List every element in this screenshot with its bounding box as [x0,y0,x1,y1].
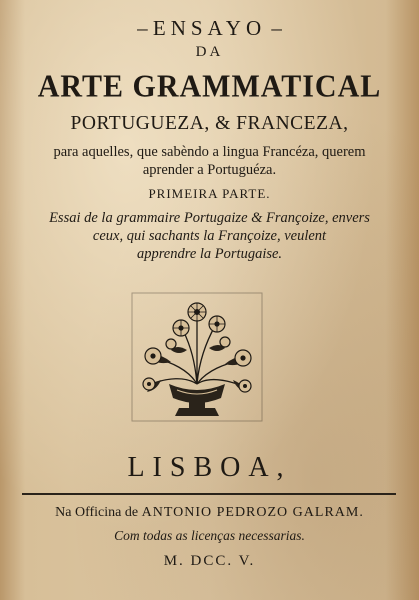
ensayo-text: ENSAYO [152,16,267,40]
imprint-printer: ANTONIO PEDROZO GALRAM. [141,505,364,520]
subtitle-line-1: para aquelles, que sabèndo a lingua Francéza, querem [53,144,366,160]
flower-vase-woodcut-icon [131,292,263,422]
title-da: DA [195,44,224,60]
imprint-date: M. DCC. V. [163,553,256,569]
imprint-officina: Na Officina de [55,505,139,520]
part-label: PRIMEIRA PARTE. [148,186,271,201]
divider-rule [22,493,396,495]
french-subtitle-line-2: ceux, qui sachants la Françoize, veulent [92,228,327,244]
french-subtitle-line-3: apprendre la Portugaise. [136,246,283,262]
licence-line: Com todas as licenças necessarias. [114,528,305,543]
title-arte-grammatical: ARTE GRAMMATICAL [37,69,382,104]
french-subtitle-line-1: Essai de la grammaire Portugaize & Françoize, envers [49,210,370,226]
imprint-line [0,505,419,521]
title-ensayo: – ENSAYO – [137,16,282,40]
subtitle-line-2: aprender a Portuguéza. [142,162,277,178]
place-lisboa: LISBOA, [127,452,292,483]
title-portugueza: PORTUGUEZA, & FRANCEZA, [70,113,349,134]
